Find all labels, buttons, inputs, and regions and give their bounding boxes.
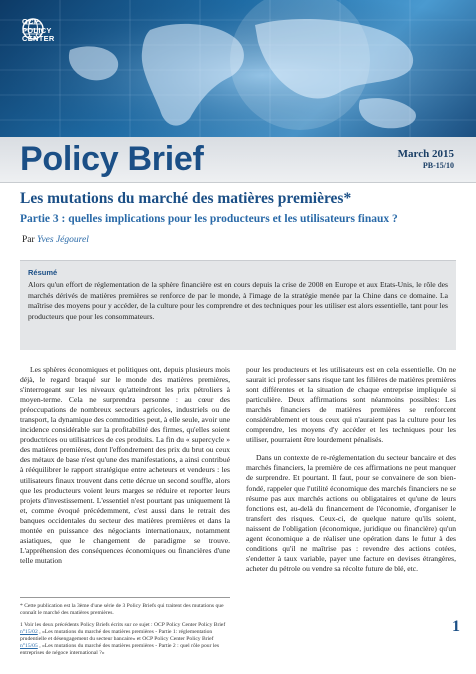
footnote-2-end: , «Les mutations du marché des matières premières - Partie 2 : quel rôle pour les entreprises de négoce international ?» [20, 643, 220, 656]
body-paragraph: pour les producteurs et les utilisateurs est en cela essentielle. On ne saurait ici professer sans risque tant les filières de matières premières sont différentes et la situation de chaque entreprise impliquée si particulière. Deux affirmations sont néanmoins possibles: Les marchés financiers de matières premières se renforcent considérablement et tous ceux qui n'auraient pas la culture pour les comprendre, les moyens d'y accéder et les techniques pour les utiliser, pourraient être lourdement pénalisés. [246, 365, 457, 445]
issue-number: PB-15/10 [422, 161, 454, 170]
header-banner [0, 0, 476, 137]
world-map-graphic [0, 0, 476, 137]
policy-brief-link-1505[interactable]: n°15/05 [20, 643, 38, 649]
summary-text: Alors qu'un effort de réglementation de la sphère financière est en cours depuis la crise de 2008 en Europe et aux Etats-Unis, le rôle des marchés dérivés de matières premières se renforce de par le monde, à l'image de la stratégie menée par la Chine dans ce domaine. La maîtrise des moyens pour y accéder, de la culture pour les comprendre et des techniques pour les utiliser est alors essentielle, tant pour les producteurs que pour les consommateurs. [28, 280, 448, 321]
summary-box [20, 260, 456, 350]
footnote-2 [20, 622, 230, 657]
policy-brief-link-1502[interactable]: n°15/02 [20, 629, 38, 635]
logo [22, 18, 55, 44]
footnote-2-text: 1 Voir les deux précédents Policy Briefs écrits sur ce sujet : OCP Policy Center Policy Brief [20, 622, 226, 628]
article-headline: Les mutations du marché des matières premières* [20, 190, 352, 207]
footnotes [20, 597, 230, 662]
author-name: Yves Jégourel [37, 235, 89, 245]
byline-prefix: Par [22, 235, 35, 245]
globe-logo-icon [22, 18, 44, 40]
summary-label: Résumé [28, 268, 58, 277]
body-column-left [20, 365, 230, 574]
footnote-2-mid: , «Les mutations du marché des matières premières - Partie 1: réglementation prudentielle et désengagement du secteur bancaire» et OCP Policy Center Policy Brief [20, 629, 214, 642]
logo-text: OCP POLICY CENTER [22, 17, 55, 43]
byline [22, 235, 89, 245]
footnote-1: * Cette publication est la 3ème d'une série de 3 Policy Briefs qui traitent des mutations que connaît le marché des matières premières. [20, 603, 224, 616]
page-number: 1 [452, 618, 460, 635]
issue-date: March 2015 [397, 148, 454, 160]
body-paragraph: Les sphères économiques et politiques ont, depuis plusieurs mois déjà, le regard braqué sur le monde des matières premières, s'interrogeant sur les niveaux qu'atteindront les prix pétroliers à moyen-terme. Cela ne surprendra personne : au cœur des préoccupations de nombreux secteurs agricoles, industriels ou de transport, la dynamique des commodities peut, à elle seule, avoir une incidence considérable sur la profitabilité des firmes, qu'elles soient productrices ou utilisatrices de ces produits. La fin du « supercycle » des matières premières, dont l'effondrement des prix du brut ou ceux des métaux de base n'est qu'une des manifestations, a ainsi contribué à rééquilibrer le rapport stratégique entre acheteurs et vendeurs : les utilisateurs finaux trouvent dans cette décrue un second souffle, alors que les producteurs voient leurs marges se réduire et reporter leurs projets d'investissement. L'essentiel n'est pourtant pas uniquement là et, comme évoqué précédemment, c'est aussi dans le retrait des banques occidentales du secteur des matières premières et dans la montée en puissance des négociants internationaux, notamment asiatiques, que le changement de paradigme se trouve. L'appréhension des conséquences économiques ou financières d'une telle mutation [20, 365, 230, 565]
body-paragraph: Dans un contexte de re-réglementation du secteur bancaire et des marchés financiers, la première de ces affirmations ne peut manquer de surprendre. Et pourtant. Il faut, pour se convainere de son bien-fondé, rappeler que l'utilité économique des marchés financiers ne se résume pas aux marchés actions ou obligataires et qu'une de leurs fonctions est, au-delà du financement de l'économie, d'organiser le transfert des risques. Ceux-ci, de quelque nature qu'ils soient, naissent de l'obligation (économique, juridique ou financière) qu'un agent économique a de réaliser une opération dans le futur à des conditions qu'il ne maîtrise pas : revendre des actions cotées, s'endetter à taux variable, payer une facture en devises étrangères, acheter du pétrole ou vendre sa récolte future de blé, etc. [246, 453, 456, 573]
document-title: Policy Brief [20, 140, 204, 178]
article-subheadline: Partie 3 : quelles implications pour les producteurs et les utilisateurs finaux ? [20, 213, 398, 225]
issue-info [398, 148, 454, 170]
body-column-right [246, 365, 456, 582]
